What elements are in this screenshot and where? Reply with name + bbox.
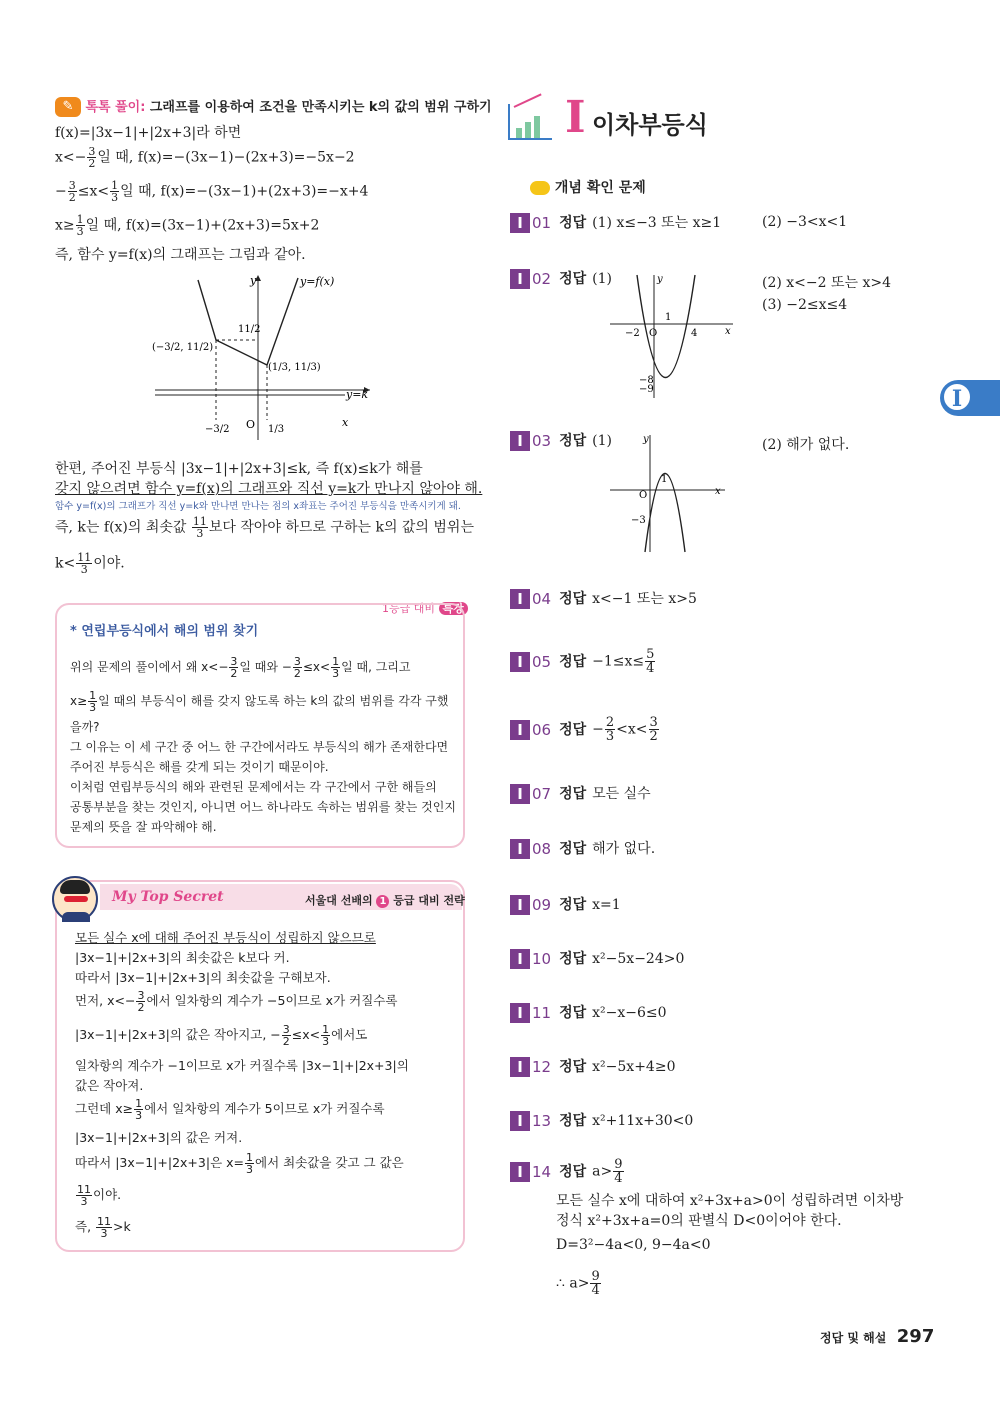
svg-text:x: x bbox=[715, 486, 721, 497]
svg-text:−2: −2 bbox=[625, 328, 640, 339]
svg-text:−3: −3 bbox=[631, 515, 646, 526]
explain-line-3: D=3²−4a<0, 9−4a<0 bbox=[556, 1237, 711, 1253]
sol-line-1: f(x)=|3x−1|+|2x+3|라 하면 bbox=[55, 125, 242, 141]
answer-08: I 08 정답 해가 없다. bbox=[510, 838, 655, 859]
svg-text:y=k: y=k bbox=[346, 388, 369, 401]
svg-text:−9: −9 bbox=[639, 384, 654, 395]
svg-text:y: y bbox=[657, 274, 663, 285]
answer-10: I 10 정답 x²−5x−24>0 bbox=[510, 948, 684, 969]
secret-subtitle: 서울대 선배의 1 등급 대비 전략 bbox=[305, 894, 465, 907]
secret-line-3: 따라서 |3x−1|+|2x+3|의 최솟값을 구해보자. bbox=[75, 970, 331, 985]
solution-heading-label: 톡톡 풀이: bbox=[85, 100, 146, 115]
svg-text:O: O bbox=[649, 328, 658, 339]
avatar bbox=[52, 876, 98, 922]
sol-line-3: − $\frac{3}{2}$ ≤x< $\frac{1}{3}$ 일 때, f(x)=−(3x−1)+(2x+3)=−x+4 bbox=[55, 179, 369, 204]
answer-07: I 07 정답 모든 실수 bbox=[510, 783, 651, 804]
svg-text:y: y bbox=[643, 434, 649, 445]
chapter-title: 이차부등식 bbox=[592, 111, 708, 139]
secret-line-5: |3x−1|+|2x+3|의 값은 작아지고, − $\frac{3}{2}$ ≤x< $\frac{1}{3}$ 에서도 bbox=[75, 1023, 368, 1048]
answer-02-part3: (3) −2≤x≤4 bbox=[762, 297, 848, 313]
svg-text:x: x bbox=[342, 416, 349, 429]
sol-para-4: k< $\frac{11}{3}$ 이야. bbox=[55, 551, 125, 576]
bee-icon bbox=[530, 181, 550, 195]
tip-line-1: 위의 문제의 풀이에서 왜 x<− $\frac{3}{2}$ 일 때와 − $\frac{3}{2}$ ≤x< $\frac{1}{3}$ 일 때, 그리고 bbox=[70, 655, 411, 680]
sol-line-4: x≥ $\frac{1}{3}$ 일 때, f(x)=(3x−1)+(2x+3)=5x+2 bbox=[55, 213, 320, 238]
svg-text:11/2: 11/2 bbox=[238, 324, 261, 335]
tip-line-6: 이처럼 연립부등식의 해와 관련된 문제에서는 각 구간에서 구한 해들의 bbox=[70, 780, 437, 794]
secret-line-9: |3x−1|+|2x+3|의 값은 커져. bbox=[75, 1130, 243, 1145]
answer-02-part2: (2) x<−2 또는 x>4 bbox=[762, 275, 892, 291]
graph-03 bbox=[605, 430, 735, 555]
chapter-number: I bbox=[565, 92, 586, 143]
answer-01: I 01 정답 (1) x≤−3 또는 x≥1 bbox=[510, 212, 721, 233]
svg-text:−8: −8 bbox=[639, 375, 654, 386]
secret-line-4: 먼저, x<− $\frac{3}{2}$ 에서 일차항의 계수가 −5이므로 x가 커질수록 bbox=[75, 989, 398, 1014]
sol-note: 함수 y=f(x)의 그래프가 직선 y=k와 만나면 만나는 점의 x좌표는 주어진 부등식을 만족시키게 돼. bbox=[55, 501, 461, 512]
secret-line-7: 값은 작아져. bbox=[75, 1078, 144, 1093]
fx-graph bbox=[150, 270, 380, 445]
solution-icon: ✎ bbox=[55, 97, 81, 117]
solution-heading-text: 그래프를 이용하여 조건을 만족시키는 k의 값의 범위 구하기 bbox=[149, 100, 492, 115]
tip-line-7: 공통부분을 찾는 것인지, 아니면 어느 하나라도 속하는 범위를 찾는 것인지 bbox=[70, 800, 456, 814]
explain-line-1: 모든 실수 x에 대하여 x²+3x+a>0이 성립하려면 이차방 bbox=[556, 1193, 904, 1209]
answer-04: I 04 정답 x<−1 또는 x>5 bbox=[510, 588, 697, 609]
svg-text:1: 1 bbox=[665, 312, 672, 323]
tip-title: * 연립부등식에서 해의 범위 찾기 bbox=[70, 624, 259, 639]
secret-line-1: 모든 실수 x에 대해 주어진 부등식이 성립하지 않으므로 bbox=[75, 930, 376, 945]
secret-line-12: 즉, $\frac{11}{3}$ >k bbox=[75, 1215, 131, 1240]
svg-text:x: x bbox=[725, 326, 731, 337]
answer-06: I 06 정답 − $\frac{2}{3}$ <x< $\frac{3}{2}$ bbox=[510, 716, 660, 743]
secret-line-6: 일차항의 계수가 −1이므로 x가 커질수록 |3x−1|+|2x+3|의 bbox=[75, 1058, 409, 1073]
answer-03-part2: (2) 해가 없다. bbox=[762, 437, 850, 453]
svg-text:−3/2: −3/2 bbox=[205, 424, 230, 435]
sol-line-5: 즉, 함수 y=f(x)의 그래프는 그림과 같아. bbox=[55, 247, 306, 263]
sol-para-2: 갖지 않으려면 함수 y=f(x)의 그래프와 직선 y=k가 만나지 않아야 해. bbox=[55, 481, 483, 497]
tip-line-5: 주어진 부등식은 해를 갖게 되는 것이기 때문이야. bbox=[70, 760, 329, 774]
secret-line-8: 그런데 x≥ $\frac{1}{3}$ 에서 일차항의 계수가 5이므로 x가 커질수록 bbox=[75, 1097, 385, 1122]
svg-text:O: O bbox=[639, 490, 648, 501]
solution-heading bbox=[55, 96, 492, 117]
answer-05: I 05 정답 −1≤x≤ $\frac{5}{4}$ bbox=[510, 648, 656, 675]
tip-badge: 1등급 대비 특강 bbox=[382, 600, 468, 616]
explain-line-4: ∴ a> $\frac{9}{4}$ bbox=[556, 1269, 600, 1298]
sol-para-3: 즉, k는 f(x)의 최솟값 $\frac{11}{3}$ 보다 작아야 하므로 구하는 k의 값의 범위는 bbox=[55, 515, 474, 540]
secret-line-2: |3x−1|+|2x+3|의 최솟값은 k보다 커. bbox=[75, 950, 290, 965]
sol-line-2: x<− $\frac{3}{2}$ 일 때, f(x)=−(3x−1)−(2x+3)=−5x−2 bbox=[55, 145, 355, 170]
footer-label: 정답 및 해설 bbox=[820, 1331, 887, 1345]
chapter-side-tab[interactable]: I bbox=[940, 380, 1000, 416]
secret-line-11: $\frac{11}{3}$ 이야. bbox=[77, 1183, 122, 1208]
answer-01-part2: (2) −3<x<1 bbox=[762, 214, 848, 230]
svg-text:4: 4 bbox=[691, 328, 698, 339]
secret-line-10: 따라서 |3x−1|+|2x+3|은 x= $\frac{1}{3}$ 에서 최솟값을 갖고 그 값은 bbox=[75, 1151, 404, 1176]
answer-14: I 14 정답 a> $\frac{9}{4}$ bbox=[510, 1158, 625, 1185]
secret-title: My Top Secret bbox=[112, 889, 224, 905]
svg-text:(1/3, 11/3): (1/3, 11/3) bbox=[268, 362, 321, 373]
tip-line-3: 을까? bbox=[70, 720, 100, 734]
answer-09: I 09 정답 x=1 bbox=[510, 894, 621, 915]
svg-text:y=f(x): y=f(x) bbox=[300, 275, 335, 288]
tip-line-8: 문제의 뜻을 잘 파악해야 해. bbox=[70, 820, 217, 834]
graph-02 bbox=[605, 270, 740, 400]
svg-text:y: y bbox=[250, 274, 257, 287]
answer-13: I 13 정답 x²+11x+30<0 bbox=[510, 1110, 693, 1131]
tip-line-4: 그 이유는 이 세 구간 중 어느 한 구간에서라도 부등식의 해가 존재한다면 bbox=[70, 740, 449, 754]
svg-text:O: O bbox=[246, 418, 256, 431]
tip-line-2: x≥ $\frac{1}{3}$ 일 때의 부등식이 해를 갖지 않도록 하는 k의 값의 범위를 각각 구했 bbox=[70, 689, 449, 714]
explain-line-2: 정식 x²+3x+a=0의 판별식 D<0이어야 한다. bbox=[556, 1213, 842, 1229]
footer bbox=[820, 1326, 934, 1347]
page-number: 297 bbox=[896, 1326, 935, 1347]
answer-03: I 03 정답 (1) bbox=[510, 430, 612, 451]
concept-heading: 개념 확인 문제 bbox=[530, 177, 646, 197]
answer-12: I 12 정답 x²−5x+4≥0 bbox=[510, 1056, 675, 1077]
answer-02: I 02 정답 (1) bbox=[510, 268, 612, 289]
sol-para-1: 한편, 주어진 부등식 |3x−1|+|2x+3|≤k, 즉 f(x)≤k가 해를 bbox=[55, 461, 423, 477]
answer-11: I 11 정답 x²−x−6≤0 bbox=[510, 1002, 667, 1023]
chapter-icon bbox=[508, 104, 552, 140]
svg-text:1: 1 bbox=[661, 474, 668, 485]
svg-text:1/3: 1/3 bbox=[268, 424, 285, 435]
svg-text:(−3/2, 11/2): (−3/2, 11/2) bbox=[152, 342, 214, 353]
